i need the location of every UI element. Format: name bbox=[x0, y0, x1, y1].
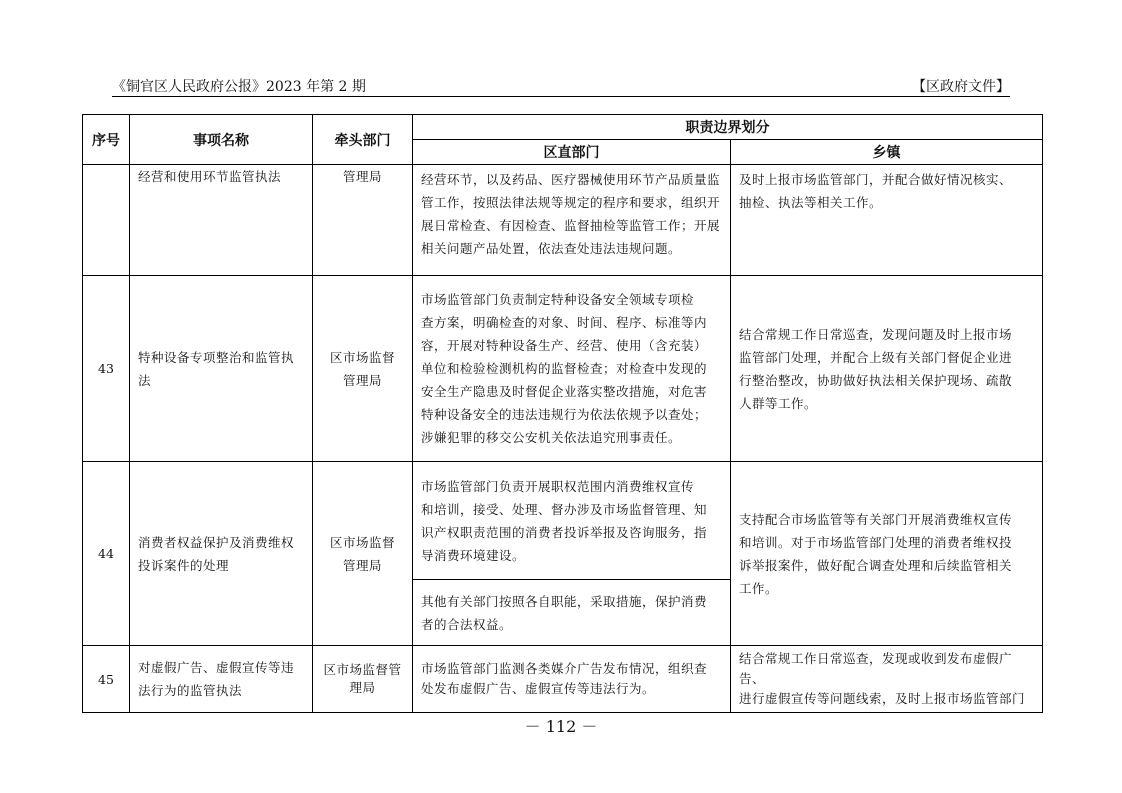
row-lead: 区市场监督 管理局 bbox=[313, 276, 413, 462]
row-lead: 区市场监督管 理局 bbox=[313, 646, 413, 713]
row-town: 结合常规工作日常巡查，发现问题及时上报市场 监管部门处理，并配合上级有关部门督促企业进 行整治整改，协助做好执法相关保护现场、疏散 人群等工作。 bbox=[731, 276, 1043, 462]
row-index: 45 bbox=[83, 646, 130, 713]
row-district: 经营环节，以及药品、医疗器械使用环节产品质量监 管工作，按照法律法规等规定的程序和要求，组织开 展日常检查、有因检查、监督抽检等监管工作；开展 相关问题产品处置，依法查处违法违规问题。 bbox=[413, 165, 731, 276]
header-district: 区直部门 bbox=[413, 140, 731, 165]
row-district: 市场监管部门负责开展职权范围内消费维权宣传 和培训，接受、处理、督办涉及市场监督管理、知 识产权职责范围的消费者投诉举报及咨询服务，指 导消费环境建设。 bbox=[413, 462, 731, 580]
row-index: 43 bbox=[83, 276, 130, 462]
row-lead: 区市场监督 管理局 bbox=[313, 462, 413, 646]
row-district-other: 其他有关部门按照各自职能，采取措施，保护消费 者的合法权益。 bbox=[413, 580, 731, 646]
row-town: 支持配合市场监管等有关部门开展消费维权宣传 和培训。对于市场监管部门处理的消费者维权投 诉举报案件，做好配合调查处理和后续监管相关 工作。 bbox=[731, 462, 1043, 646]
row-town: 结合常规工作日常巡查，发现或收到发布虚假广告、 进行虚假宣传等问题线索，及时上报市场监管部门 bbox=[731, 646, 1043, 713]
row-district: 市场监管部门监测各类媒介广告发布情况，组织查 处发布虚假广告、虚假宣传等违法行为。 bbox=[413, 646, 731, 713]
table-row bbox=[83, 646, 1043, 713]
header-index: 序号 bbox=[83, 115, 130, 165]
row-name: 消费者权益保护及消费维权 投诉案件的处理 bbox=[130, 462, 313, 646]
header-lead: 牵头部门 bbox=[313, 115, 413, 165]
row-name: 特种设备专项整治和监管执 法 bbox=[130, 276, 313, 462]
page-header bbox=[112, 74, 1010, 97]
row-town: 及时上报市场监管部门，并配合做好情况核实、 抽检、执法等相关工作。 bbox=[731, 165, 1043, 276]
header-name: 事项名称 bbox=[130, 115, 313, 165]
header-town: 乡镇 bbox=[731, 140, 1043, 165]
table-row bbox=[83, 276, 1043, 462]
page-number: － 112 － bbox=[524, 717, 598, 736]
header-group: 职责边界划分 bbox=[413, 115, 1043, 140]
row-name: 对虚假广告、虚假宣传等违 法行为的监管执法 bbox=[130, 646, 313, 713]
row-index bbox=[83, 165, 130, 276]
table-row bbox=[83, 165, 1043, 276]
row-index: 44 bbox=[83, 462, 130, 646]
journal-title: 《铜官区人民政府公报》2023 年第 2 期 bbox=[112, 79, 366, 95]
row-district: 市场监管部门负责制定特种设备安全领域专项检 查方案，明确检查的对象、时间、程序、标准等内 容，开展对特种设备生产、经营、使用（含充装） 单位和检验检测机构的监督检查；对检查中发现的 安全生产隐患及时督促企业落实整改措施，对危害 特种设备安全的违法违规行为依法依规予以查处； 涉嫌犯罪的移交公安机关依法追究刑事责任。 bbox=[413, 276, 731, 462]
responsibility-table bbox=[82, 114, 1043, 713]
row-lead: 管理局 bbox=[313, 165, 413, 276]
section-label: 【区政府文件】 bbox=[912, 79, 1010, 95]
table-row bbox=[83, 462, 1043, 580]
row-name: 经营和使用环节监管执法 bbox=[130, 165, 313, 276]
